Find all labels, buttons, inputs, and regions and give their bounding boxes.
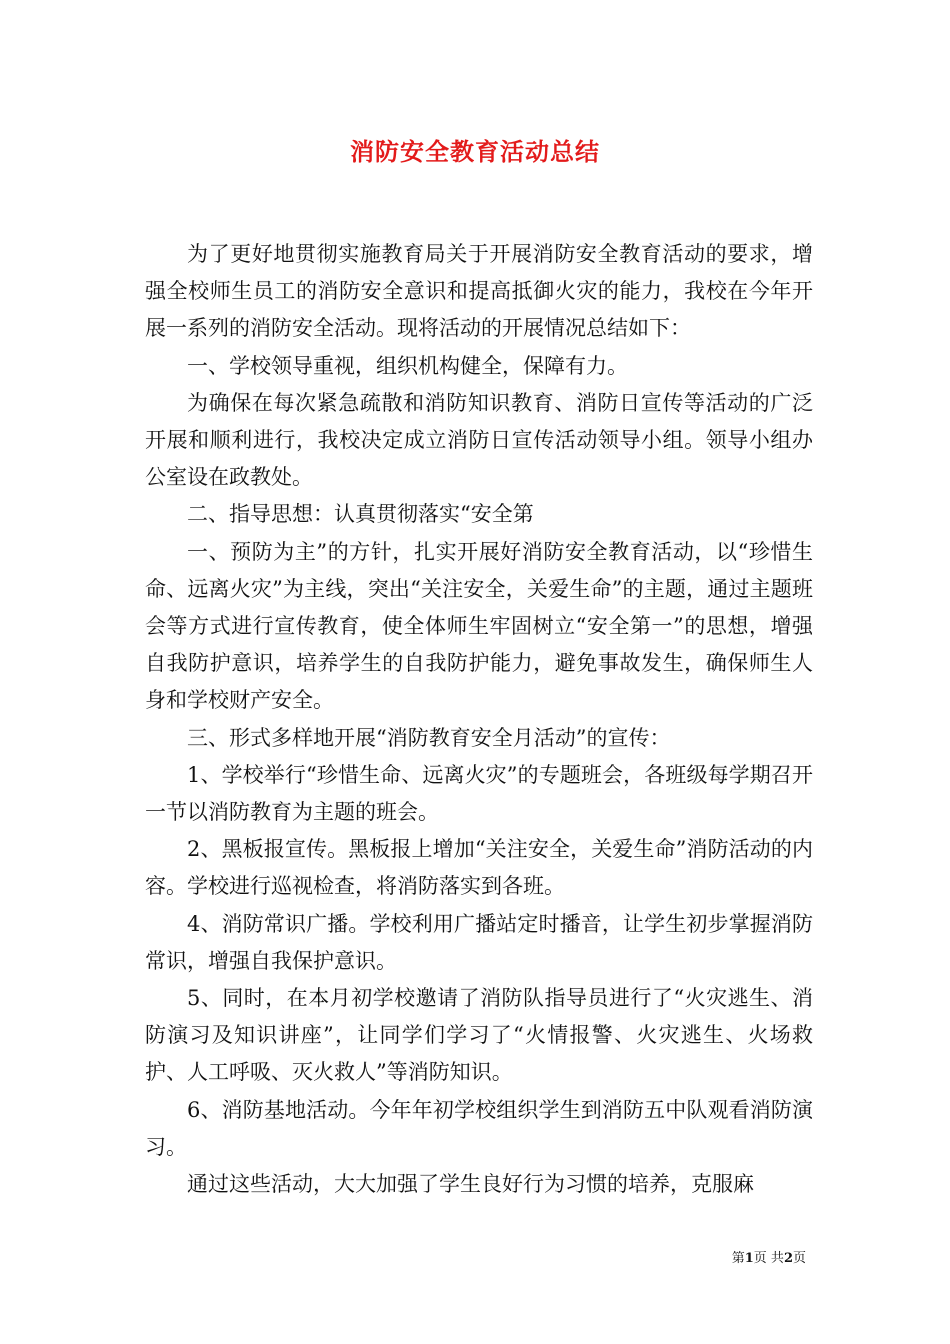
paragraph-section-1-heading: 一、学校领导重视，组织机构健全，保障有力。 xyxy=(187,353,628,378)
footer-suffix: 页 xyxy=(792,1251,806,1266)
paragraph-item-2: 2、黑板报宣传。黑板报上增加“关注安全，关爱生命”消防活动的内容。学校进行巡视检查，将消防落实到各班。 xyxy=(145,837,813,899)
document-title: 消防安全教育活动总结 xyxy=(350,137,600,166)
paragraph-item-1: 1、学校举行“珍惜生命、远离火灾”的专题班会，各班级每学期召开一节以消防教育为主题的班会。 xyxy=(145,762,813,825)
paragraph-item-5: 5、同时，在本月初学校邀请了消防队指导员进行了“火灾逃生、消防演习及知识讲座”，让同学们学习了“火情报警、火灾逃生、火场救护、人工呼吸、灭火救人”等消防知识。 xyxy=(145,986,813,1085)
paragraph-section-2-heading: 二、指导思想：认真贯彻落实“安全第 xyxy=(187,502,534,527)
paragraph-section-3-heading: 三、形式多样地开展“消防教育安全月活动”的宣传： xyxy=(187,725,671,750)
footer-prefix: 第 xyxy=(731,1251,745,1266)
paragraph-section-1-body: 为确保在每次紧急疏散和消防知识教育、消防日宣传等活动的广泛开展和顺利进行，我校决定成立消防日宣传活动领导小组。领导小组办公室设在政教处。 xyxy=(145,390,813,490)
document-body xyxy=(145,236,813,1203)
paragraph-conclusion: 通过这些活动，大大加强了学生良好行为习惯的培养，克服麻 xyxy=(187,1172,754,1197)
page-number-footer xyxy=(732,1247,806,1266)
footer-middle: 页 共 xyxy=(753,1251,784,1266)
paragraph-section-2-body: 一、预防为主”的方针，扎实开展好消防安全教育活动，以“珍惜生命、远离火灾”为主线，突出“关注安全，关爱生命”的主题，通过主题班会等方式进行宣传教育，使全体师生牢固树立“安全第一”的思想，增强自我防护意识，培养学生的自我防护能力，避免事故发生，确保师生人身和学校财产安全。 xyxy=(145,539,813,713)
paragraph-intro: 为了更好地贯彻实施教育局关于开展消防安全教育活动的要求，增强全校师生员工的消防安全意识和提高抵御火灾的能力，我校在今年开展一系列的消防安全活动。现将活动的开展情况总结如下： xyxy=(145,242,813,341)
footer-current-page: 1 xyxy=(744,1251,754,1266)
paragraph-item-4: 4、消防常识广播。学校利用广播站定时播音，让学生初步掌握消防常识，增强自我保护意识。 xyxy=(145,911,813,973)
footer-total-pages: 2 xyxy=(783,1251,793,1266)
paragraph-item-6: 6、消防基地活动。今年年初学校组织学生到消防五中队观看消防演习。 xyxy=(145,1097,813,1159)
